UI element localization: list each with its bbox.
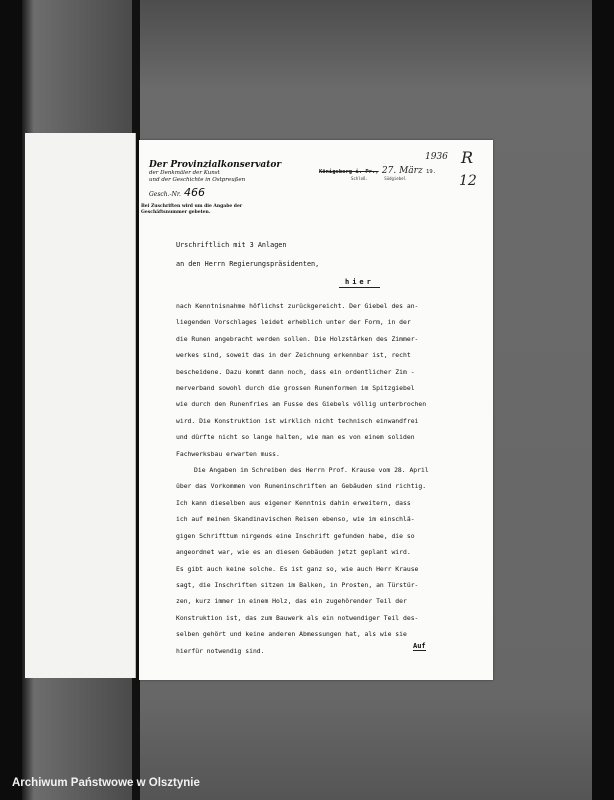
reference-number	[149, 186, 269, 199]
body-line: Konstruktion ist, das zum Bauwerk als ein notwendiger Teil des-	[176, 613, 419, 622]
letterhead-note: Bei Zuschriften wird um die Angabe der Geschäftsnummer gebeten.	[141, 204, 243, 215]
body-line: wie durch den Runenfries am Fusse des Giebels völlig unterbrochen	[176, 400, 427, 409]
body-line: liegenden Vorschlages leidet erheblich unter der Form, in der	[176, 318, 411, 327]
handwritten-year: 1936	[425, 152, 448, 162]
address-line-1: Urschriftlich mit 3 Anlagen	[176, 241, 287, 249]
address-line-2: an den Herrn Regierungspräsidenten,	[176, 260, 320, 268]
handwritten-date: 27. März	[381, 166, 423, 176]
handwritten-page-number: 12	[459, 173, 477, 189]
archive-label: Archiwum Państwowe w Olsztynie	[12, 777, 200, 789]
body-line: Die Angaben im Schreiben des Herrn Prof. Krause vom 28. April	[194, 466, 429, 475]
body-line: sagt, die Inschriften sitzen im Balken, in Prosten, an Türstür-	[176, 580, 419, 589]
letterhead	[141, 160, 282, 216]
body-line: werkes sind, soweit das in der Zeichnung erkennbar ist, recht	[176, 351, 411, 360]
letter-body	[176, 298, 476, 659]
document-page	[139, 140, 493, 680]
body-line: nach Kenntnisnahme höflichst zurückgereicht. Der Giebel des an-	[176, 302, 419, 310]
dateline: Königsberg i. Pr., 27. März 19.	[319, 166, 436, 176]
letterhead-title: Der Provinzialkonservator	[149, 160, 282, 170]
dateline-year-print: 19	[426, 169, 433, 175]
body-line: selben gehört und keine anderen Abmessungen hat, als wie sie	[176, 630, 407, 639]
body-line: bescheidene. Dazu kommt dann noch, dass ein ordentlicher Zim -	[176, 367, 415, 376]
reference-value: 466	[183, 186, 205, 199]
reference-prefix: Gesch.-Nr.	[149, 191, 181, 198]
previous-page-edge	[25, 133, 136, 678]
body-line: Ich kann dieselben aus eigener Kenntnis dahin erweitern, dass	[176, 498, 411, 507]
dateline-sub-labels: Schloß. Südgiebel	[351, 176, 406, 181]
body-line: ich auf meinen Skandinavischen Reisen ebenso, wie im einschlä-	[176, 515, 415, 524]
dateline-place: Königsberg i. Pr.,	[319, 169, 379, 175]
address-line-3: hier	[339, 278, 380, 288]
body-line: merverband sowohl durch die grossen Runenformen im Spitzgiebel	[176, 384, 415, 393]
body-line: Es gibt auch keine solche. Es ist ganz so, wie auch Herr Krause	[176, 564, 419, 573]
body-line: wird. Die Konstruktion ist wirklich nicht technisch einwandfrei	[176, 416, 419, 425]
body-line: hierfür notwendig sind.	[176, 646, 265, 655]
body-line: gigen Schrifttum nirgends eine Inschrift gefunden habe, die so	[176, 531, 415, 540]
continuation-word: Auf	[413, 642, 426, 650]
handwritten-mark: R	[461, 148, 474, 167]
body-line: die Runen angebracht werden sollen. Die Holzstärken des Zimmer-	[176, 334, 419, 343]
body-line: über das Vorkommen von Runeninschriften an Gebäuden sind richtig.	[176, 482, 427, 491]
body-line: zen, kurz immer in einem Holz, das ein zugehörender Teil der	[176, 597, 407, 606]
letterhead-line-2: der Denkmäler der Kunst	[149, 170, 220, 176]
letterhead-line-3: und der Geschichte in Ostpreußen	[149, 177, 246, 183]
body-line: und dürfte nicht so lange halten, wie man es von einem soliden	[176, 433, 415, 442]
body-line: Fachwerksbau erwarten muss.	[176, 449, 280, 458]
body-line: angeordnet war, wie es an diesen Gebäuden jetzt geplant wird.	[176, 548, 411, 557]
